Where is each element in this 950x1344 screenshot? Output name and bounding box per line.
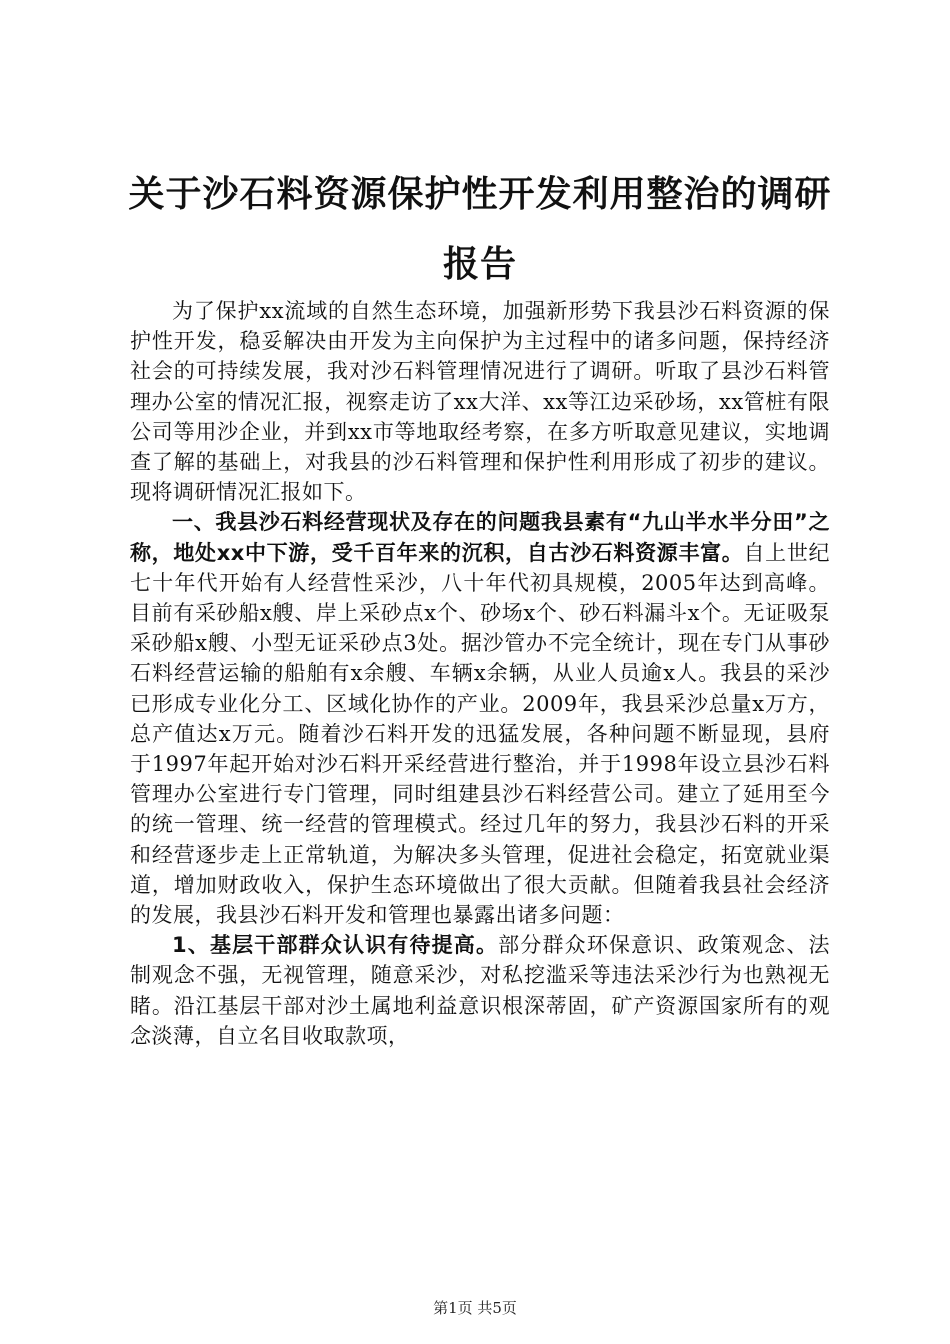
document-body <box>130 296 830 1051</box>
point-heading: 1、基层干部群众认识有待提高。 <box>172 933 499 958</box>
paragraph-intro <box>130 296 830 507</box>
document-title: 关于沙石料资源保护性开发利用整治的调研报告 <box>128 174 832 285</box>
paragraph-text: 自上世纪七十年代开始有人经营性采沙，八十年代初具规模，2005年达到高峰。目前有采砂船x艘、岸上采砂点x个、砂场x个、砂石料漏斗x个。无证吸泵采砂船x艘、小型无证采砂点3处。据沙管办不完全统计，现在专门从事砂石料经营运输的船舶有x余艘、车辆x余辆，从业人员逾x人。我县的采沙已形成专业化分工、区域化协作的产业。2009年，我县采沙总量x万方，总产值达x万元。随着沙石料开发的迅猛发展，各种问题不断显现，县府于1997年起开始对沙石料开采经营进行整治，并于1998年设立县沙石料管理办公室进行专门管理，同时组建县沙石料经营公司。建立了延用至今的统一管理、统一经营的管理模式。经过几年的努力，我县沙石料的开采和经营逐步走上正常轨道，为解决多头管理，促进社会稳定，拓宽就业渠道，增加财政收入，保护生态环境做出了很大贡献。但随着我县社会经济的发展，我县沙石料开发和管理也暴露出诸多问题： <box>130 540 831 928</box>
paragraph-section-one <box>130 507 830 930</box>
page-footer: 第1页 共5页 <box>433 1299 517 1317</box>
section-heading: 一、我县沙石料经营现状及存在的问题我县素有“九山半水半分田”之称，地处xx中下游，受千百年来的沉积，自古沙石料资源丰富。 <box>130 510 830 565</box>
paragraph-point-one <box>130 930 830 1051</box>
paragraph-text: 部分群众环保意识、政策观念、法制观念不强，无视管理，随意采沙，对私挖滥采等违法采沙行为也熟视无睹。沿江基层干部对沙土属地利益意识根深蒂固，矿产资源国家所有的观念淡薄，自立名目收取款项， <box>130 933 830 1048</box>
paragraph-text: 为了保护xx流域的自然生态环境，加强新形势下我县沙石料资源的保护性开发，稳妥解决由开发为主向保护为主过程中的诸多问题，保持经济社会的可持续发展，我对沙石料管理情况进行了调研。听取了县沙石料管理办公室的情况汇报，视察走访了xx大洋、xx等江边采砂场，xx管桩有限公司等用沙企业，并到xx市等地取经考察，在多方听取意见建议，实地调查了解的基础上，对我县的沙石料管理和保护性利用形成了初步的建议。现将调研情况汇报如下。 <box>130 299 830 505</box>
